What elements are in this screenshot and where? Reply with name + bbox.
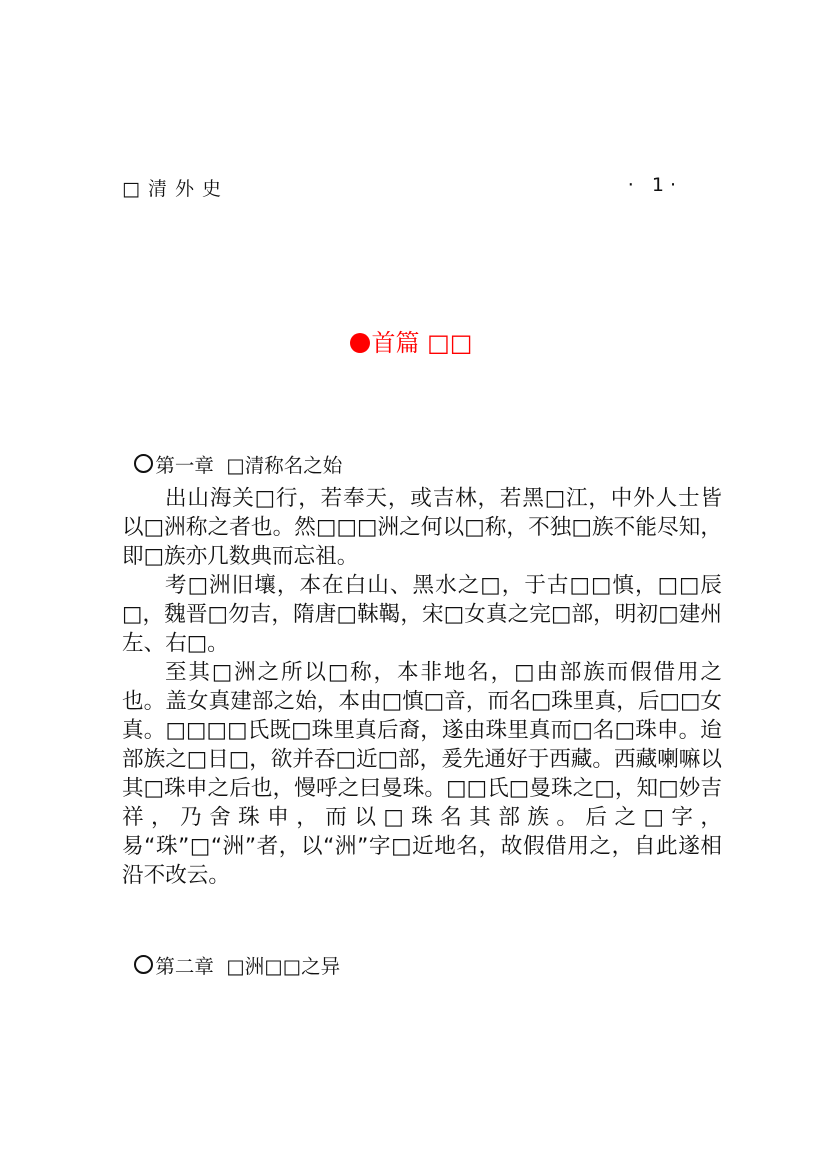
chapter-title: 第二章 □洲□□之异 (155, 955, 341, 978)
chapter-title: 第一章 □清称名之始 (155, 454, 343, 477)
paragraph: 考□洲旧壤，本在白山、黑水之□，于古□□慎，□□辰□，魏晋□勿吉，隋唐□靺鞨，宋□女真之完□部，明初□建州左、右□。 (122, 573, 722, 656)
chapter-heading (122, 928, 340, 979)
part-title: 首篇 □□ (371, 329, 473, 357)
page-header (122, 174, 682, 202)
paragraph: 出山海关□行，若奉天，或吉林，若黑□江，中外人士皆以□洲称之者也。然□□□洲之何以□称，不独□族不能尽知，即□族亦几数典而忘祖。 (122, 486, 722, 569)
page-number: · 1· (627, 174, 682, 196)
filled-circle-icon (350, 333, 370, 353)
book-title: □清外史 (122, 178, 229, 200)
hollow-circle-icon (134, 955, 153, 974)
part-heading (0, 323, 822, 358)
paragraph: 至其□洲之所以□称，本非地名，□由部族而假借用之也。盖女真建部之始，本由□慎□音，而名□珠里真，后□□女真。□□□□氏既□珠里真后裔，遂由珠里真而□名□珠申。迨部族之□日□，欲并吞□近□部，爰先通好于西藏。西藏喇嘛以其□珠申之后也，慢呼之曰曼珠。□□氏□曼珠之□，知□妙吉祥，乃舍珠申，而以□珠名其部族。后之□字，易“珠”□“洲”者，以“洲”字□近地名，故假借用之，自此遂相沿不改云。 (122, 660, 722, 888)
chapter-heading (122, 427, 342, 478)
chapter-body (122, 484, 722, 890)
hollow-circle-icon (134, 454, 153, 473)
